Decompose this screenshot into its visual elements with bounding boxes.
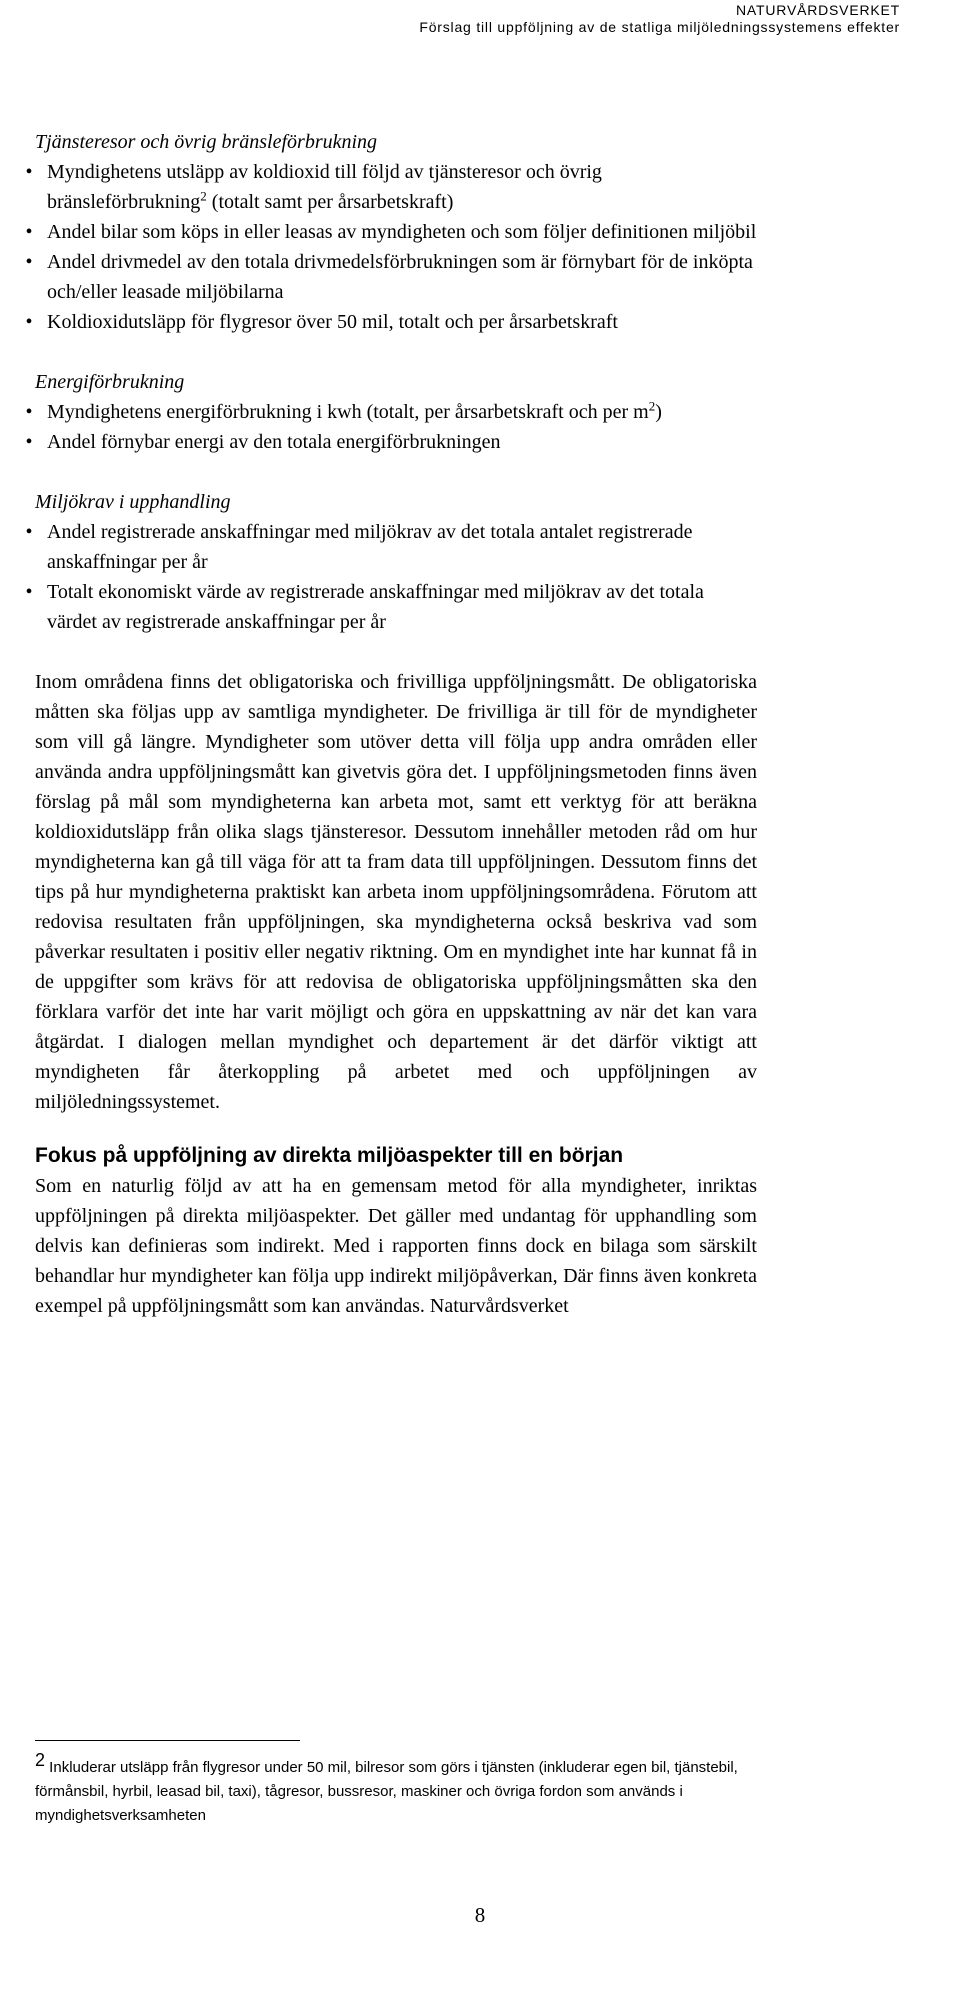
footnote-text: Inkluderar utsläpp från flygresor under 50 mil, bilresor som görs i tjänsten (inkluderar egen bil, tjänstebil, förmånsbil, hyrbil, leasad bil, taxi), tågresor, bussresor, maskiner och övriga fordon som används i myndighetsverksamheten [35,1759,738,1824]
footnote-ref: 2 [200,188,207,204]
bullet-icon: • [25,221,33,243]
list-item: • Koldioxidutsläpp för flygresor över 50 mil, totalt och per årsarbetskraft [35,307,757,337]
page-header [419,2,900,36]
footnote-marker: 2 [35,1750,46,1770]
section-paragraph: Som en naturlig följd av att ha en gemensam metod för alla myndigheter, inriktas uppföljningen på direkta miljöaspekter. Det gäller med undantag för upphandling som delvis kan definieras som indirekt. Med i rapporten finns dock en bilaga som särskilt behandlar hur myndigheter kan följa upp indirekt miljöpåverkan, Där finns även konkreta exempel på uppföljningsmått som kan användas. Naturvårdsverket [35,1175,757,1317]
list-item: • Andel förnybar energi av den totala energiförbrukningen [35,427,757,457]
subheading-energy: Energiförbrukning [35,371,185,393]
bullet-list-procurement [25,517,757,637]
bullet-icon: • [25,251,33,273]
bullet-icon: • [25,521,33,543]
header-org: NATURVÅRDSVERKET [736,2,900,18]
body-paragraph: Inom områdena finns det obligatoriska och frivilliga uppföljningsmått. De obligatoriska måtten ska följas upp av samtliga myndigheter. De frivilliga är till för de myndigheter som vill gå längre. Myndigheter som utöver detta vill följa upp andra områden eller använda andra uppföljningsmått kan givetvis göra det. I uppföljningsmetoden finns även förslag på mål som myndigheterna kan arbeta mot, samt ett verktyg för att beräkna koldioxidutsläpp från olika slags tjänsteresor. Dessutom innehåller metoden råd om hur myndigheterna kan gå till väga för att ta fram data till uppföljningen. Dessutom finns det tips på hur myndigheterna praktiskt kan arbeta inom uppföljningsområdena. Förutom att redovisa resultaten från uppföljningen, ska myndigheterna också beskriva vad som påverkar resultaten i positiv eller negativ riktning. Om en myndighet inte har kunnat få in de uppgifter som krävs för att redovisa de obligatoriska uppföljningsmåtten ska den förklara varför det inte har varit möjligt och göra en uppskattning av när det kan vara åtgärdat. I dialogen mellan myndighet och departement är det därför viktigt att myndigheten får återkoppling på arbetet med och uppföljningen av miljöledningssystemet. [35,671,757,1113]
bullet-icon: • [25,431,33,453]
bullet-icon: • [25,401,33,423]
list-item: • Totalt ekonomiskt värde av registrerade anskaffningar med miljökrav av det totala värdet av registrerade anskaffningar per år [35,577,757,637]
bullet-icon: • [25,311,33,333]
subheading-travel: Tjänsteresor och övrig bränsleförbrukning [35,131,378,153]
list-item: • Andel drivmedel av den totala drivmedelsförbrukningen som är förnybart för de inköpta och/eller leasade miljöbilarna [35,247,757,307]
section-heading: Fokus på uppföljning av direkta miljöaspekter till en början [35,1144,624,1167]
bullet-list-travel [25,157,757,337]
subheading-procurement: Miljökrav i upphandling [35,491,231,513]
document-body [25,127,757,1321]
page-number: 8 [474,1903,486,1927]
footnote [35,1750,757,1828]
bullet-list-energy [25,397,757,457]
list-item: • Andel bilar som köps in eller leasas av myndigheten och som följer definitionen miljöbil [35,217,757,247]
list-item: • Myndighetens energiförbrukning i kwh (totalt, per årsarbetskraft och per $m^2$) [35,397,757,427]
list-item: • Andel registrerade anskaffningar med miljökrav av det totala antalet registrerade anskaffningar per år [35,517,757,577]
footnote-divider [35,1740,300,1741]
list-item: • Myndighetens utsläpp av koldioxid till följd av tjänsteresor och övrig bränsleförbrukning$^2$ (totalt samt per årsarbetskraft) [35,157,757,217]
header-title: Förslag till uppföljning av de statliga miljöledningssystemens effekter [419,19,900,35]
bullet-icon: • [25,161,33,183]
bullet-icon: • [25,581,33,603]
